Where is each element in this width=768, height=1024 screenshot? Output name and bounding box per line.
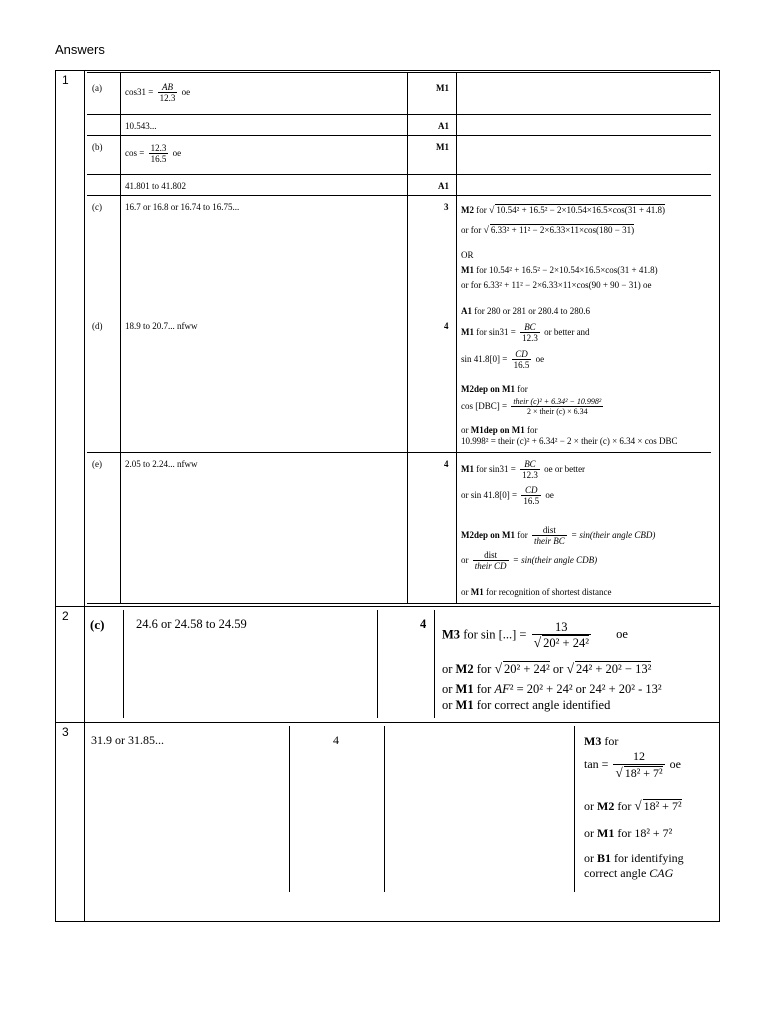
table-border-top xyxy=(55,70,719,71)
guidance-1d-cos: cos [DBC] = $\frac{\text{their (c)² + 6.34² − 10.998²}}{\text{2 × their (c) × 6.34}}$ xyxy=(461,397,602,417)
part-label-1c: (c) xyxy=(92,202,102,212)
q1-row-c xyxy=(87,195,711,196)
marks-2c: 4 xyxy=(420,617,427,631)
guidance-2c-m3: M3 for sin [...] = $\frac{13}{\text{√ 20² + 24²}}$ oe xyxy=(442,620,628,651)
guidance-1c-m2-alt: or for √ 6.33² + 11² − 2×6.33×11×cos(180 − 31) xyxy=(461,225,635,236)
answer-3-value: 31.9 or 31.85... xyxy=(91,733,164,747)
marks-1d: 4 xyxy=(444,321,449,331)
table-border-bottom xyxy=(55,921,720,922)
mark-1a-m1: M1 xyxy=(436,83,449,93)
q1-row-b xyxy=(87,135,711,136)
answer-1e-value: 2.05 to 2.24... nfww xyxy=(125,459,198,469)
answer-1c-value: 16.7 or 16.8 or 16.74 to 16.75... xyxy=(125,202,240,212)
q1-row-e xyxy=(87,452,711,453)
q3-mark-col xyxy=(384,726,385,892)
mark-1a-a1: A1 xyxy=(438,121,449,131)
guidance-1c-a1: A1 for 280 or 281 or 280.4 to 280.6 xyxy=(461,306,590,316)
part-label-1e: (e) xyxy=(92,459,102,469)
marks-1c: 3 xyxy=(444,202,449,212)
guidance-3-m3: M3 for xyxy=(584,734,619,748)
question-number-3: 3 xyxy=(62,725,69,739)
q1-answer-col xyxy=(407,72,408,604)
answer-1b-equation: cos = $\frac{12.3}{16.5}$ oe xyxy=(125,143,182,165)
part-label-1a: (a) xyxy=(92,83,102,93)
q1-row-a1 xyxy=(87,114,711,115)
question-number-2: 2 xyxy=(62,609,69,623)
marks-3: 4 xyxy=(333,733,339,747)
marks-1e: 4 xyxy=(444,459,449,469)
q2-mark-col xyxy=(434,610,435,718)
guidance-1e-sin: or sin 41.8[0] = $\frac{CD}{16.5}$ oe xyxy=(461,485,554,507)
q2-answer-col xyxy=(377,610,378,718)
guidance-2c-m1-af: or M1 for AF² = 20² + 24² or 24² + 20² - 13² xyxy=(442,682,662,696)
q3-guidance-col xyxy=(574,726,575,892)
guidance-2c-m2: or M2 for √ 20² + 24² or √ 24² + 20² − 13² xyxy=(442,661,652,676)
guidance-3-angle: correct angle CAG xyxy=(584,866,674,880)
guidance-3-tan: tan = $\frac{12}{\text{√ 18² + 7²}}$ oe xyxy=(584,749,681,780)
part-label-1d: (d) xyxy=(92,321,103,331)
answer-1a-value: 10.543... xyxy=(125,121,157,131)
row-divider-q2 xyxy=(55,606,720,607)
guidance-3-m1: or M1 for 18² + 7² xyxy=(584,826,673,840)
answer-1a-equation: cos31 = $\frac{AB}{12.3}$ oe xyxy=(125,82,191,104)
mark-1b-m1: M1 xyxy=(436,142,449,152)
guidance-1d-m1: M1 for sin31 = $\frac{BC}{12.3}$ or better and xyxy=(461,322,590,344)
mark-1b-a1: A1 xyxy=(438,181,449,191)
guidance-2c-m1-angle: or M1 for correct angle identified xyxy=(442,698,611,712)
guidance-1c-m1-alt: or for 6.33² + 11² − 2×6.33×11×cos(90 + 90 − 31) oe xyxy=(461,280,652,290)
question-number-1: 1 xyxy=(62,73,69,87)
guidance-1d-m2dep: M2dep on M1 for xyxy=(461,384,528,394)
table-border-right xyxy=(719,70,720,922)
part-label-1b: (b) xyxy=(92,142,103,152)
row-divider-q3 xyxy=(55,722,720,723)
guidance-3-b1: or B1 for identifying xyxy=(584,851,684,865)
guidance-1e-m2dep: M2dep on M1 for $\frac{\text{dist}}{\text{their BC}}$ = sin(their angle CBD) xyxy=(461,525,656,547)
answer-1d-value: 18.9 to 20.7... nfww xyxy=(125,321,198,331)
guidance-1e-m1: or M1 for recognition of shortest distance xyxy=(461,587,612,597)
page-heading: Answers xyxy=(55,42,105,57)
guidance-1d-cosine-rule: 10.998² = their (c)² + 6.34² − 2 × their (c) × 6.34 × cos DBC xyxy=(461,436,678,446)
guidance-1c-or: OR xyxy=(461,250,474,260)
q1-row-end xyxy=(87,603,711,604)
answer-2c-value: 24.6 or 24.58 to 24.59 xyxy=(136,617,247,631)
guidance-3-m2: or M2 for √ 18² + 7² xyxy=(584,798,682,813)
q2-label-col xyxy=(123,610,124,718)
guidance-1c-m1: M1 for 10.54² + 16.5² − 2×10.54×16.5×cos(31 + 41.8) xyxy=(461,265,658,275)
q1-mark-col xyxy=(456,72,457,604)
number-column-divider xyxy=(84,70,85,922)
part-label-2c: (c) xyxy=(90,617,105,632)
guidance-1c-m2: M2 for √ 10.54² + 16.5² − 2×10.54×16.5×cos(31 + 41.8) xyxy=(461,205,666,216)
guidance-1d-sin: sin 41.8[0] = $\frac{CD}{16.5}$ oe xyxy=(461,349,545,371)
table-border-left xyxy=(55,70,56,922)
q1-label-col xyxy=(120,72,121,604)
q1-row-b1 xyxy=(87,174,711,175)
answer-1b-value: 41.801 to 41.802 xyxy=(125,181,187,191)
q3-answer-col xyxy=(289,726,290,892)
q1-inner-top xyxy=(87,72,711,73)
guidance-1e-m1: M1 for sin31 = $\frac{BC}{12.3}$ oe or better xyxy=(461,459,586,481)
guidance-1d-m1dep: or M1dep on M1 for xyxy=(461,425,538,435)
guidance-1e-m2dep-alt: or $\frac{\text{dist}}{\text{their CD}}$ = sin(their angle CDB) xyxy=(461,550,598,572)
